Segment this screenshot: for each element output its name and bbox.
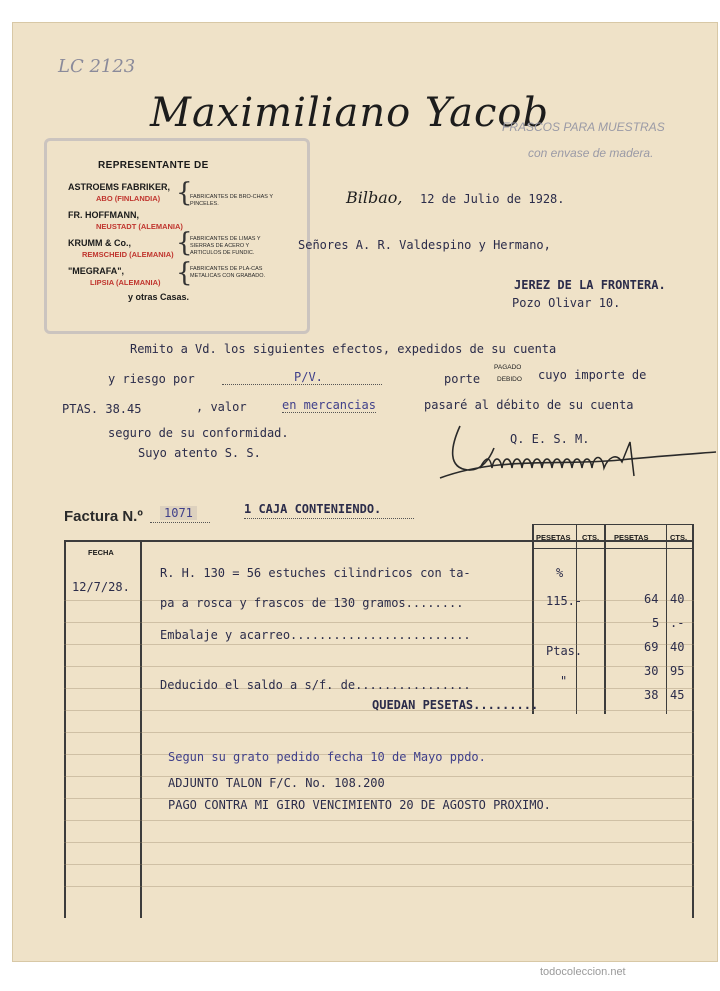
- row-cts: 40: [670, 592, 685, 606]
- row-pesetas: 5: [652, 616, 660, 630]
- row-text: pa a rosca y frascos de 130 gramos........: [160, 596, 464, 610]
- rule-line: [64, 842, 694, 843]
- rule-line: [64, 820, 694, 821]
- date-typed: 12 de Julio de 1928.: [420, 192, 565, 206]
- pv-value: P/V.: [294, 370, 323, 384]
- brace-mark: {: [176, 258, 193, 288]
- body-line-4: seguro de su conformidad.: [108, 426, 289, 440]
- table-header-top: [532, 524, 694, 525]
- body-line-2b: cuyo importe de: [538, 368, 647, 382]
- porte-debido: DEBIDO: [497, 376, 522, 383]
- col-header-cts: CTS.: [582, 533, 600, 542]
- order-note: Segun su grato pedido fecha 10 de Mayo ppdo.: [168, 750, 486, 764]
- company-description: FABRICANTES DE LIMAS Y SIERRAS DE ACERO Y ARTICULOS DE FUNDIC.: [190, 236, 261, 256]
- addressee: Señores A. R. Valdespino y Hermano,: [298, 238, 551, 252]
- company-name: KRUMM & Co.,: [68, 238, 131, 248]
- porte-label: porte: [444, 372, 481, 386]
- company-description: FABRICANTES DE BRO-CHAS Y PINCELES.: [190, 194, 273, 207]
- merc-value: en mercancias: [282, 398, 376, 412]
- row-cts: 40: [670, 640, 685, 654]
- valor-label: , valor: [196, 400, 247, 414]
- factura-number: 1071: [160, 506, 197, 520]
- porte-pagado: PAGADO: [494, 364, 522, 371]
- table-col-divider: [666, 524, 667, 714]
- caja-text: 1 CAJA CONTENIENDO.: [244, 502, 382, 516]
- dotted-fill: [150, 522, 210, 523]
- body-line-3b: pasaré al débito de su cuenta: [424, 398, 634, 412]
- row-text: Deducido el saldo a s/f. de................: [160, 678, 471, 692]
- col-header-cts: CTS.: [670, 533, 688, 542]
- company-city: NEUSTADT (ALEMANIA): [96, 222, 183, 231]
- row-rate: 115.-: [546, 594, 583, 608]
- row-rate: ": [560, 674, 568, 688]
- row-pesetas: 30: [644, 664, 659, 678]
- otras-casas: y otras Casas.: [128, 292, 190, 302]
- row-pesetas: 64: [644, 592, 659, 606]
- table-col-divider: [576, 524, 577, 714]
- brand-name: Maximiliano Yacob: [150, 90, 550, 136]
- col-header-fecha: FECHA: [88, 548, 114, 557]
- rule-line: [64, 644, 694, 645]
- company-name: ASTROEMS FABRIKER,: [68, 182, 171, 192]
- table-col-divider: [604, 524, 606, 714]
- dotted-fill: [244, 518, 414, 519]
- pencil-note: LC 2123: [58, 56, 136, 77]
- col-header-pesetas: PESETAS: [536, 533, 571, 542]
- factura-label: Factura N.º: [64, 508, 143, 525]
- talon-note: ADJUNTO TALON F/C. No. 108.200: [168, 776, 385, 790]
- table-header-bottom: [532, 548, 694, 549]
- company-description: FABRICANTES DE PLA-CAS METALICAS CON GRABADO.: [190, 266, 266, 279]
- body-line-1: Remito a Vd. los siguientes efectos, expedidos de su cuenta: [130, 342, 557, 356]
- dotted-fill: [222, 384, 382, 385]
- body-line-5: Suyo atento S. S.: [138, 446, 261, 460]
- handwritten-signature: [420, 408, 720, 498]
- row-date: 12/7/28.: [72, 580, 130, 594]
- payment-note: PAGO CONTRA MI GIRO VENCIMIENTO 20 DE AGOSTO PROXIMO.: [168, 798, 551, 812]
- company-city: REMSCHEID (ALEMANIA): [82, 250, 174, 259]
- col-header-pesetas: PESETAS: [614, 533, 649, 542]
- row-pesetas: 38: [644, 688, 659, 702]
- row-text: Embalaje y acarreo.........................: [160, 628, 471, 642]
- row-pesetas: 69: [644, 640, 659, 654]
- ptas-amount: PTAS. 38.45: [62, 402, 142, 416]
- table-col-divider: [532, 524, 534, 714]
- company-city: ABO (FINLANDIA): [96, 194, 161, 203]
- row-text: QUEDAN PESETAS.........: [372, 698, 539, 712]
- row-cts: 95: [670, 664, 685, 678]
- rule-line: [64, 622, 694, 623]
- company-city: LIPSIA (ALEMANIA): [90, 278, 161, 287]
- row-text: R. H. 130 = 56 estuches cilindricos con ta-: [160, 566, 471, 580]
- place-script: Bilbao,: [346, 188, 403, 207]
- row-rate: Ptas.: [546, 644, 583, 658]
- watermark: todocoleccion.net: [540, 966, 626, 978]
- addressee-city: JEREZ DE LA FRONTERA.: [514, 278, 666, 292]
- tagline-1: FRASCOS PARA MUESTRAS: [502, 120, 665, 134]
- brace-mark: {: [176, 228, 193, 258]
- brace-mark: {: [176, 178, 193, 208]
- row-rate: %: [556, 566, 564, 580]
- row-cts: 45: [670, 688, 685, 702]
- company-name: "MEGRAFA",: [68, 266, 125, 276]
- qesm: Q. E. S. M.: [510, 432, 590, 446]
- addressee-street: Pozo Olivar 10.: [512, 296, 621, 310]
- table-left-border: [64, 540, 66, 918]
- rule-line: [64, 864, 694, 865]
- table-col-divider: [140, 540, 142, 918]
- table-right-border: [692, 524, 694, 918]
- body-line-2a: y riesgo por: [108, 372, 195, 386]
- representante-heading: REPRESENTANTE DE: [98, 160, 209, 171]
- rule-line: [64, 886, 694, 887]
- table-top-border: [64, 540, 694, 542]
- company-name: FR. HOFFMANN,: [68, 210, 139, 220]
- tagline-2: con envase de madera.: [528, 146, 654, 160]
- row-cts: .-: [670, 616, 685, 630]
- rule-line: [64, 666, 694, 667]
- rule-line: [64, 732, 694, 733]
